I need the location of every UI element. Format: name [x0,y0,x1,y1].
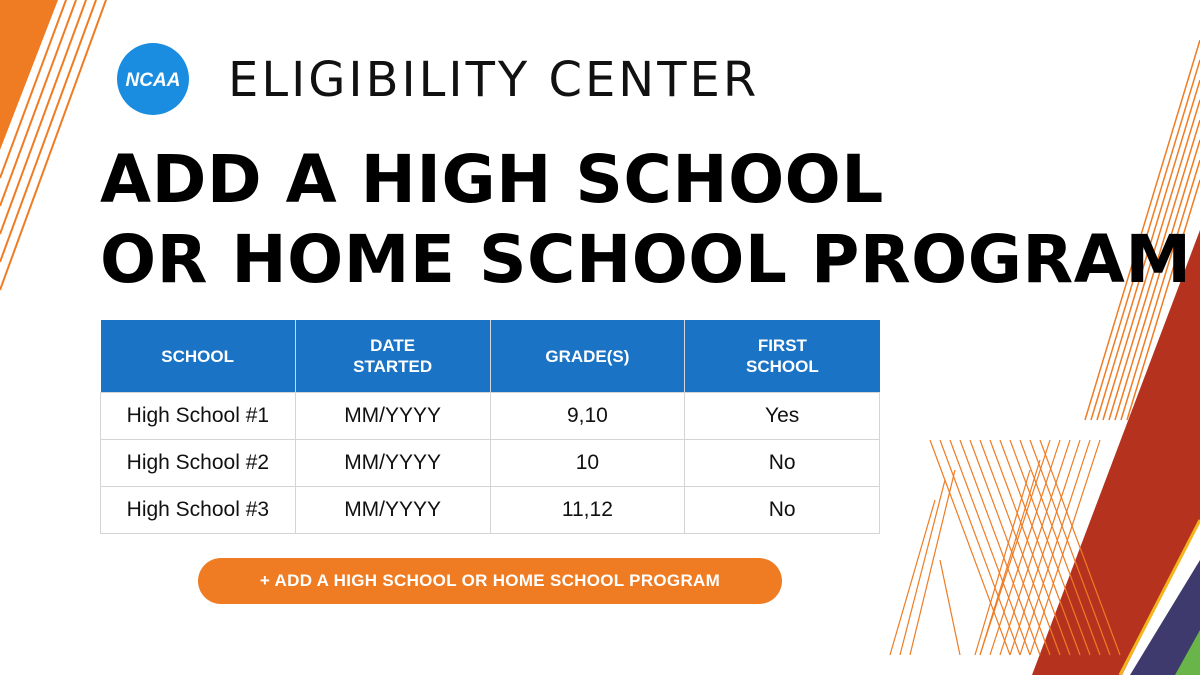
cell-date-started: MM/YYYY [295,440,490,487]
cell-grades: 10 [490,440,685,487]
cell-school: High School #3 [101,487,296,534]
cell-school: High School #1 [101,393,296,440]
page-title-line-2: OR HOME SCHOOL PROGRAM [100,221,1192,298]
column-header-date-started: DATE STARTED [295,320,490,393]
school-table [100,320,880,534]
cell-date-started: MM/YYYY [295,393,490,440]
table-header-row [101,320,880,393]
page-title-line-1: ADD A HIGH SCHOOL [100,141,884,218]
column-header-first-school: FIRST SCHOOL [685,320,880,393]
cell-grades: 11,12 [490,487,685,534]
column-header-school: SCHOOL [101,320,296,393]
cell-school: High School #2 [101,440,296,487]
column-header-grades: GRADE(S) [490,320,685,393]
logo-text: NCAA [125,70,181,91]
page-title [100,140,1192,300]
ncaa-logo [111,40,195,118]
table-row [101,487,880,534]
add-school-button[interactable]: + ADD A HIGH SCHOOL OR HOME SCHOOL PROGRAM [198,558,782,604]
cell-first-school: No [685,440,880,487]
table-row [101,393,880,440]
cell-first-school: No [685,487,880,534]
cell-grades: 9,10 [490,393,685,440]
cell-first-school: Yes [685,393,880,440]
table-row [101,440,880,487]
cell-date-started: MM/YYYY [295,487,490,534]
brand-title: ELIGIBILITY CENTER [228,52,760,108]
